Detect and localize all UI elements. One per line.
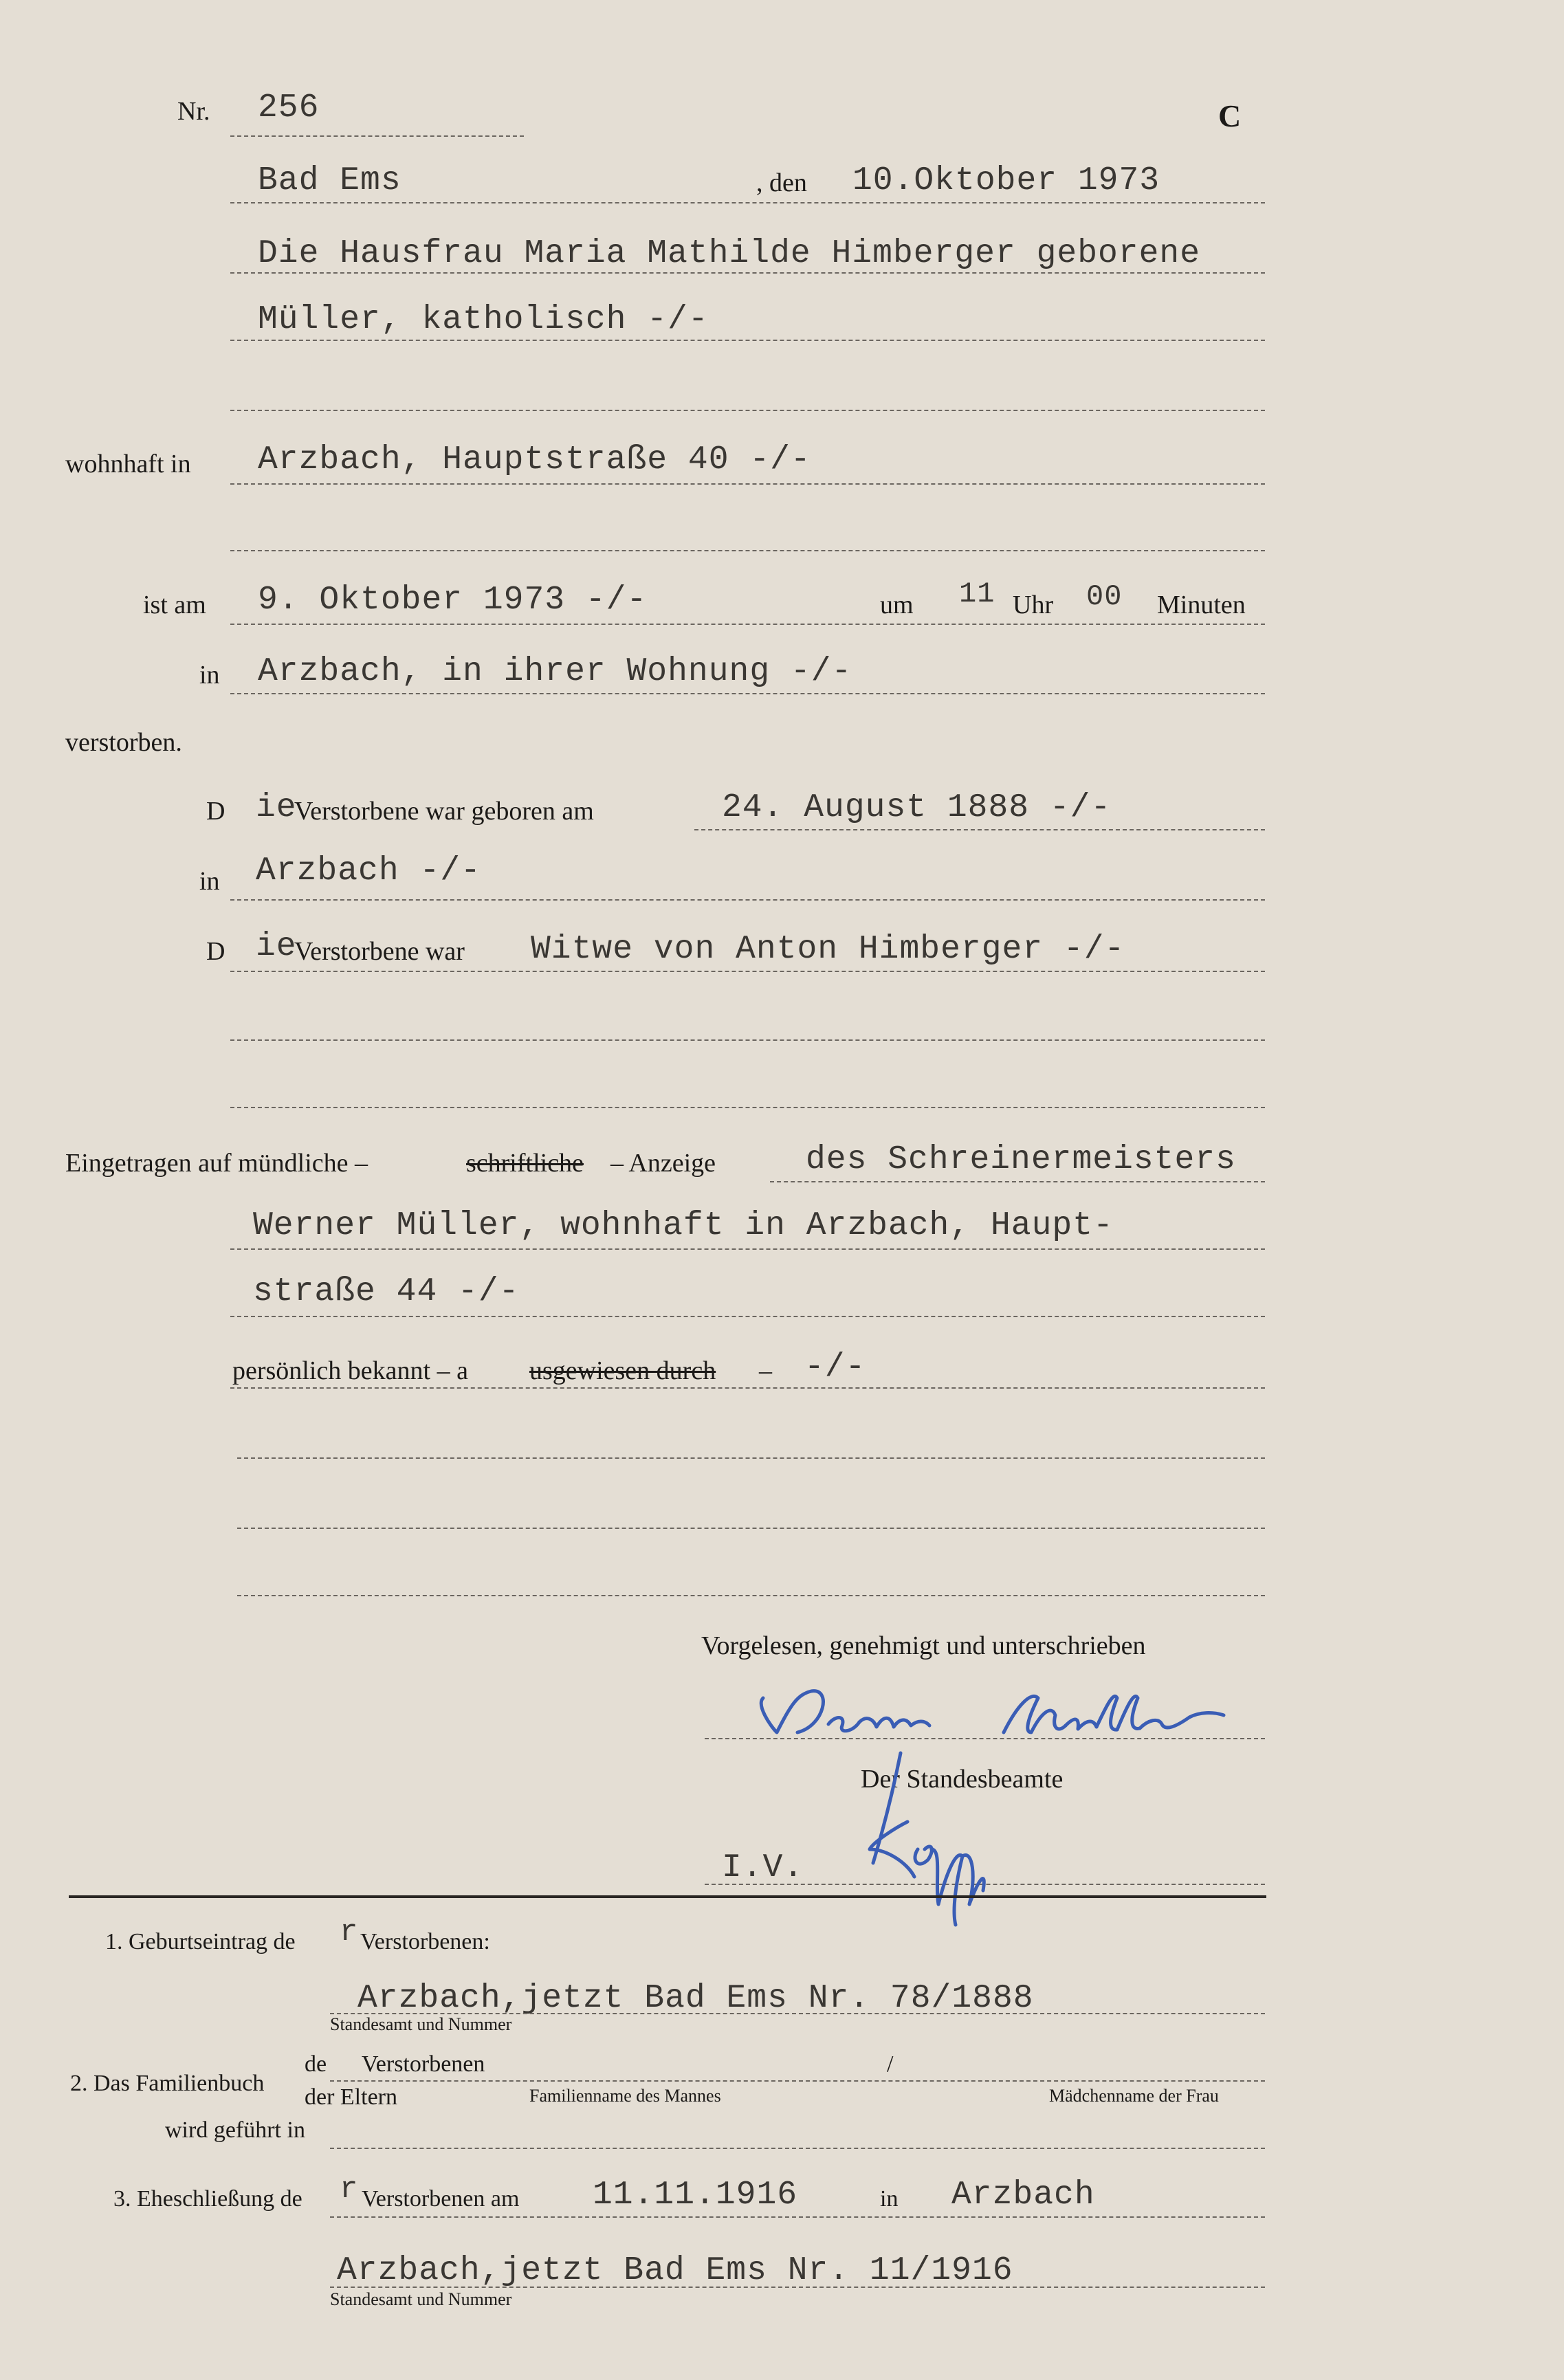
wohnhaft-label: wohnhaft in xyxy=(65,450,191,478)
birth-d-prefix: D xyxy=(206,797,225,826)
note2-label: 2. Das Familienbuch xyxy=(70,2071,265,2096)
death-place: Arzbach, in ihrer Wohnung -/- xyxy=(258,653,852,690)
blank-line-3 xyxy=(237,1595,1265,1596)
marital-label: Verstorbene war xyxy=(294,937,465,966)
bekannt-dash: – xyxy=(759,1356,772,1385)
note3-r: r xyxy=(340,2172,359,2207)
blank-line-2 xyxy=(237,1528,1265,1529)
birth-ie-typed: ie xyxy=(256,789,297,826)
note3-verstorbenen: Verstorbenen am xyxy=(362,2186,520,2212)
birth-date: 24. August 1888 -/- xyxy=(722,789,1112,826)
ist-am-label: ist am xyxy=(143,591,206,619)
nr-line xyxy=(230,135,524,137)
death-in-label: in xyxy=(199,661,220,690)
ausgewiesen-struck: usgewiesen durch xyxy=(529,1356,716,1385)
birth-in-label: in xyxy=(199,867,220,896)
note1-verstorbenen: Verstorbenen: xyxy=(360,1929,490,1954)
person-dotline-2 xyxy=(230,340,1265,341)
nr-label: Nr. xyxy=(177,97,210,126)
marital-line-3 xyxy=(230,1107,1265,1108)
bekannt-line xyxy=(230,1387,1265,1389)
nr-value: 256 xyxy=(258,89,320,126)
informant-line-1: des Schreinermeisters xyxy=(806,1141,1236,1178)
svg-text:Kopp: Kopp xyxy=(852,1737,877,1749)
death-date: 9. Oktober 1973 -/- xyxy=(258,582,648,619)
informant-dotline-3 xyxy=(230,1316,1265,1317)
note3-standesamt: Standesamt und Nummer xyxy=(330,2289,512,2309)
note2-de: de xyxy=(305,2051,327,2077)
death-date-line xyxy=(230,624,1265,625)
signer-line xyxy=(705,1738,1265,1739)
birth-place: Arzbach -/- xyxy=(256,852,481,890)
uhr-label: Uhr xyxy=(1013,591,1054,619)
death-minutes: 00 xyxy=(1086,580,1123,613)
birth-place-line xyxy=(230,899,1265,901)
official-signature xyxy=(852,1737,1004,1939)
birth-label: Verstorbene war geboren am xyxy=(294,797,594,826)
note2-slash: / xyxy=(887,2051,894,2077)
note1-r: r xyxy=(340,1915,359,1950)
marital-line-2 xyxy=(230,1039,1265,1041)
den-label: , den xyxy=(756,168,807,197)
anzeige-label: – Anzeige xyxy=(610,1149,716,1178)
minuten-label: Minuten xyxy=(1157,591,1246,619)
date-value: 10.Oktober 1973 xyxy=(852,162,1160,199)
death-place-line xyxy=(230,693,1265,694)
note2-gefuehrt: wird geführt in xyxy=(165,2117,305,2143)
person-line-1: Die Hausfrau Maria Mathilde Himberger geborene xyxy=(258,235,1201,272)
residence-value: Arzbach, Hauptstraße 40 -/- xyxy=(258,441,811,478)
note3-label: 3. Eheschließung de xyxy=(113,2186,302,2212)
informant-signature xyxy=(749,1668,1231,1753)
birth-date-line xyxy=(694,829,1265,830)
note2-mann: Familienname des Mannes xyxy=(529,2086,721,2106)
note3-place: Arzbach xyxy=(951,2177,1095,2214)
place-value: Bad Ems xyxy=(258,162,401,199)
marital-d-prefix: D xyxy=(206,937,225,966)
informant-line-3: straße 44 -/- xyxy=(253,1273,520,1310)
person-dotline-1 xyxy=(230,272,1265,274)
note2-frau: Mädchenname der Frau xyxy=(1049,2086,1219,2106)
residence-line xyxy=(230,483,1265,485)
svg-text:Werner Müller: Werner Müller xyxy=(749,1668,815,1680)
note3-value: Arzbach,jetzt Bad Ems Nr. 11/1916 xyxy=(337,2252,1013,2289)
person-dotline-3 xyxy=(230,410,1265,411)
form-letter: C xyxy=(1218,98,1242,133)
note3-line-2 xyxy=(330,2287,1265,2288)
note2-line xyxy=(330,2080,1265,2082)
standesbeamte-label: Der Standesbeamte xyxy=(861,1765,1064,1794)
bekannt-label: persönlich bekannt – a xyxy=(232,1356,468,1385)
note3-date: 11.11.1916 xyxy=(593,2177,798,2214)
informant-line-2: Werner Müller, wohnhaft in Arzbach, Haupt- xyxy=(253,1207,1114,1244)
marital-value: Witwe von Anton Himberger -/- xyxy=(531,931,1125,968)
schriftliche-struck: schriftliche xyxy=(466,1149,584,1178)
person-line-2: Müller, katholisch -/- xyxy=(258,301,709,338)
informant-dotline-1 xyxy=(770,1181,1265,1182)
um-label: um xyxy=(880,591,914,619)
residence-line-2 xyxy=(230,550,1265,551)
place-date-line xyxy=(230,202,1265,203)
blank-line-1 xyxy=(237,1457,1265,1459)
note2-line-2 xyxy=(330,2148,1265,2149)
marital-ie-typed: ie xyxy=(256,928,297,965)
note1-label: 1. Geburtseintrag de xyxy=(105,1929,296,1954)
eingetragen-label: Eingetragen auf mündliche – xyxy=(65,1149,368,1178)
iv-label: I.V. xyxy=(722,1849,804,1886)
section-divider xyxy=(69,1895,1266,1898)
note1-standesamt: Standesamt und Nummer xyxy=(330,2014,512,2034)
verstorben-label: verstorben. xyxy=(65,728,182,757)
death-hour: 11 xyxy=(959,577,995,610)
note3-in: in xyxy=(880,2186,899,2212)
note2-verstorbenen: Verstorbenen xyxy=(362,2051,485,2077)
informant-dotline-2 xyxy=(230,1248,1265,1250)
bekannt-value: -/- xyxy=(804,1349,866,1386)
note2-eltern: der Eltern xyxy=(305,2084,397,2110)
note1-value: Arzbach,jetzt Bad Ems Nr. 78/1888 xyxy=(357,1980,1034,2017)
note3-line xyxy=(330,2216,1265,2218)
marital-line xyxy=(230,971,1265,972)
vorgelesen-label: Vorgelesen, genehmigt und unterschrieben xyxy=(701,1631,1146,1660)
